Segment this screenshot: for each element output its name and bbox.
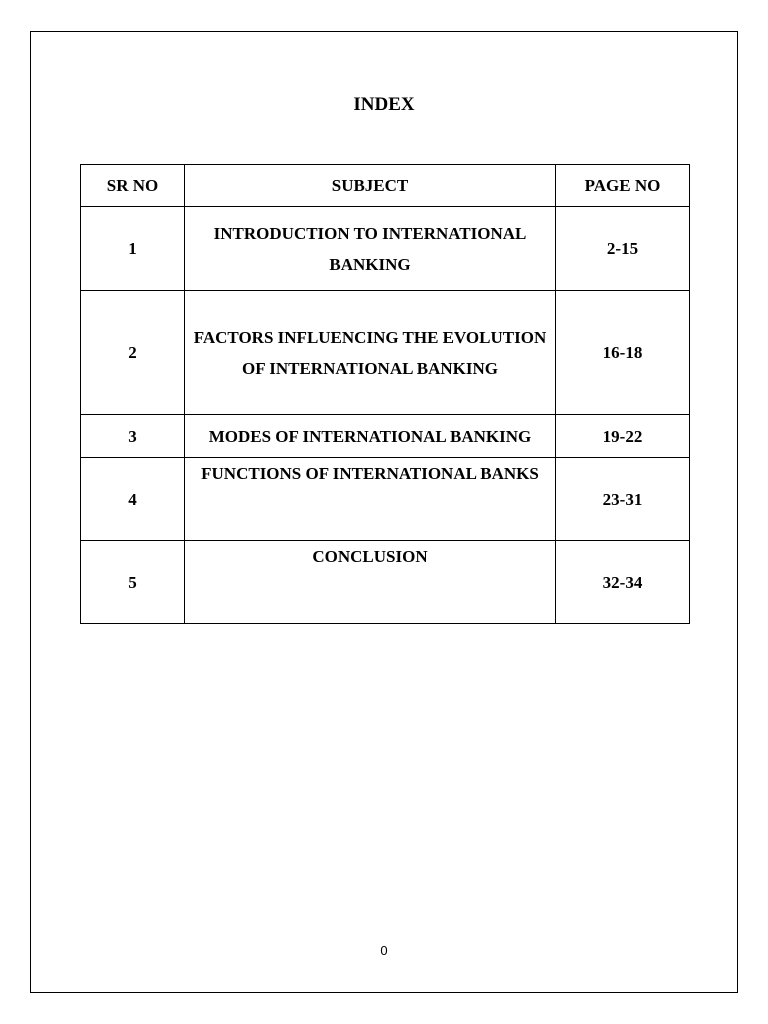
row-subject: CONCLUSION [185,541,556,624]
row-sr-no: 1 [81,207,185,291]
row-subject: INTRODUCTION TO INTERNATIONAL BANKING [185,207,556,291]
header-page-no: PAGE NO [556,165,690,207]
table-row [81,207,690,291]
row-sr-no: 4 [81,458,185,541]
table-row [81,415,690,458]
row-page-no: 19-22 [556,415,690,458]
header-sr-no: SR NO [81,165,185,207]
row-subject: FACTORS INFLUENCING THE EVOLUTION OF INTERNATIONAL BANKING [185,291,556,415]
table-header-row [81,165,690,207]
row-page-no: 16-18 [556,291,690,415]
page-title: INDEX [353,94,415,115]
header-subject: SUBJECT [185,165,556,207]
row-page-no: 2-15 [556,207,690,291]
footer-page-number: 0 [380,943,388,958]
row-sr-no: 5 [81,541,185,624]
table-row [81,541,690,624]
row-sr-no: 2 [81,291,185,415]
row-subject: FUNCTIONS OF INTERNATIONAL BANKS [185,458,556,541]
table-row [81,458,690,541]
table-row [81,291,690,415]
row-page-no: 32-34 [556,541,690,624]
row-page-no: 23-31 [556,458,690,541]
index-table [80,164,690,624]
row-sr-no: 3 [81,415,185,458]
row-subject: MODES OF INTERNATIONAL BANKING [185,415,556,458]
